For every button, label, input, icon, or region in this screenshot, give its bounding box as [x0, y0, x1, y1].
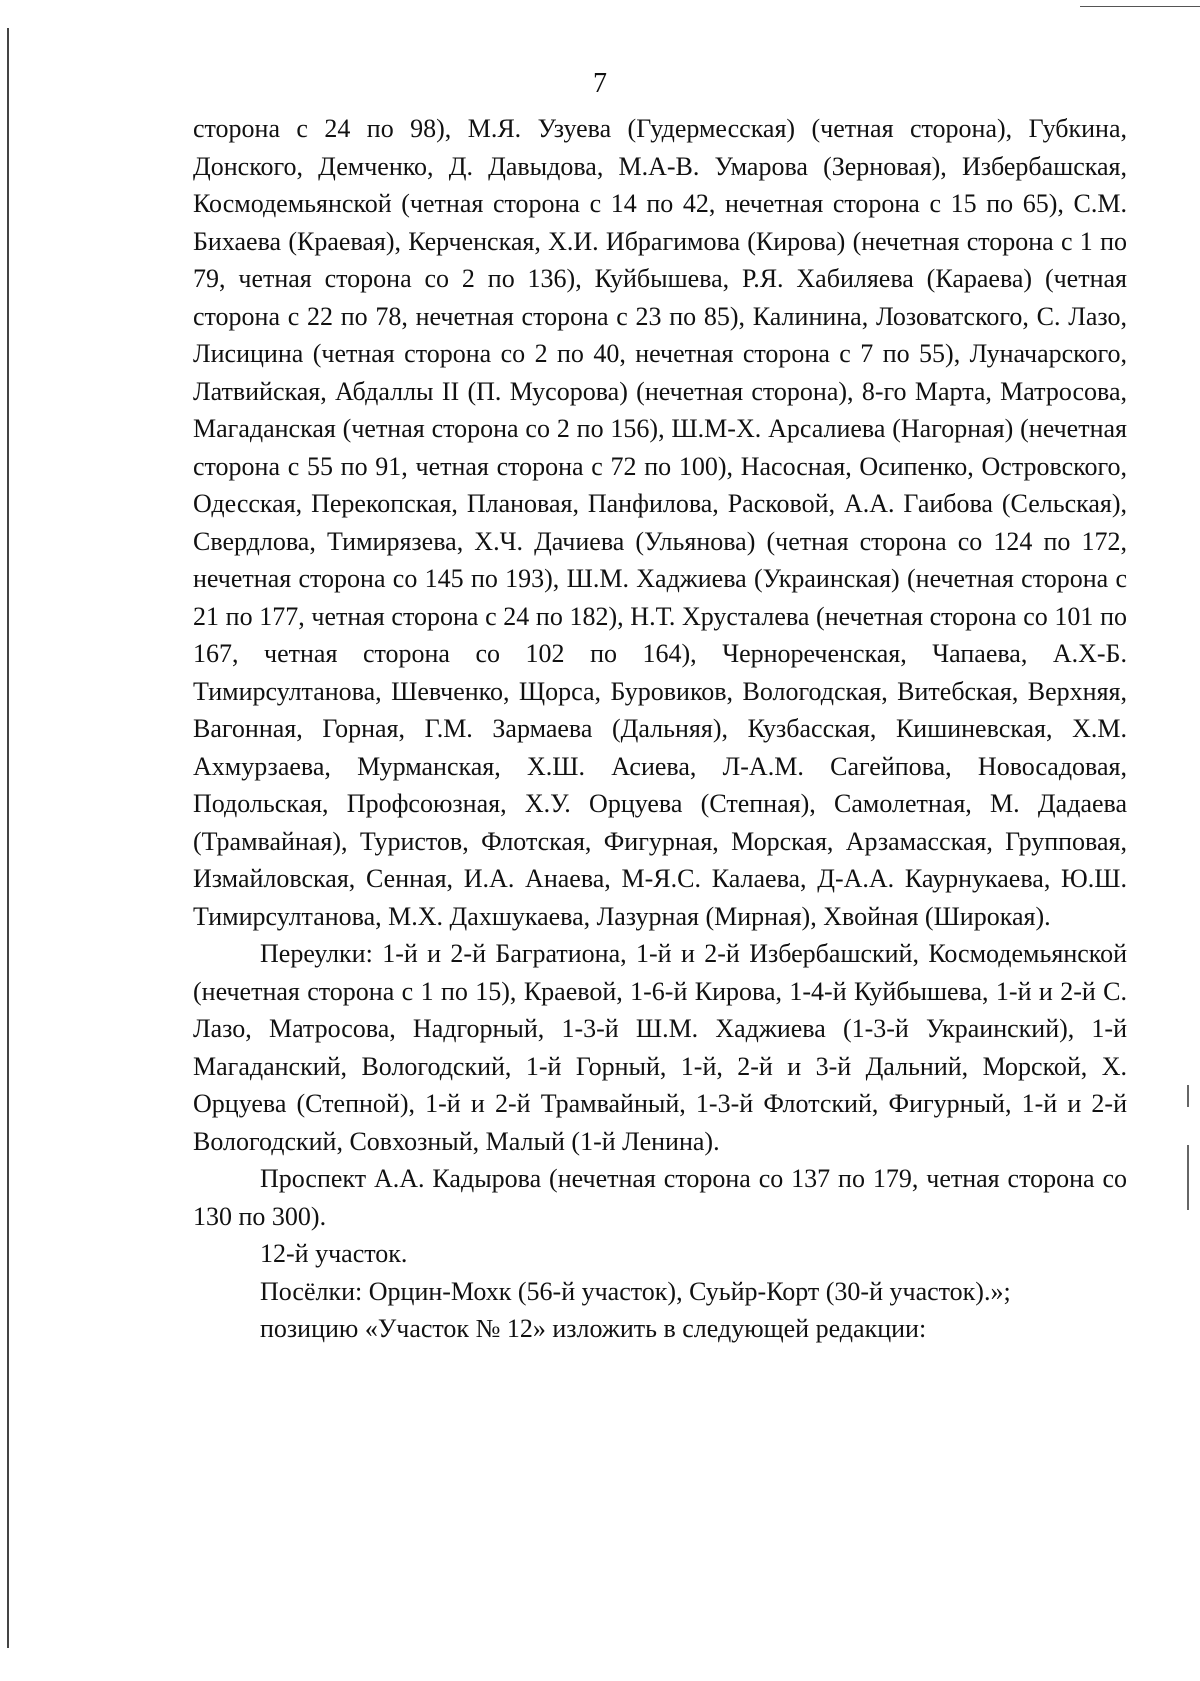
- paragraph-settlements: Посёлки: Орцин-Мохк (56-й участок), Суьйр-Корт (30-й участок).»;: [260, 1276, 1011, 1306]
- page-number: 7: [593, 68, 607, 99]
- document-body: [193, 110, 1127, 1348]
- paragraph-lanes: Переулки: 1-й и 2-й Багратиона, 1-й и 2-й Избербашский, Космодемьянской (нечетная сторона с 1 по 15), Краевой, 1-6-й Кирова, 1-4-й Куйбышева, 1-й и 2-й С. Лазо, Матросова, Надгорный, 1-3-й Ш.М. Хаджиева (1-3-й Украинский), 1-й Магаданский, Вологодский, 1-й Горный, 1-й, 2-й и 3-й Дальний, Морской, Х. Орцуева (Степной), 1-й и 2-й Трамвайный, 1-3-й Флотский, Фигурный, 1-й и 2-й Вологодский, Совхозный, Малый (1-й Ленина).: [193, 939, 1127, 1156]
- paragraph-avenue: Проспект А.А. Кадырова (нечетная сторона со 137 по 179, четная сторона со 130 по 300).: [193, 1164, 1127, 1231]
- scan-edge-left: [7, 28, 9, 1648]
- paragraph-district-heading: 12-й участок.: [260, 1239, 408, 1268]
- paragraph-instruction: позицию «Участок № 12» изложить в следующей редакции:: [260, 1314, 927, 1343]
- scan-mark-right: [1187, 1145, 1189, 1210]
- scan-mark-right: [1187, 1085, 1189, 1107]
- scan-edge-top: [1080, 6, 1200, 7]
- paragraph-streets: сторона с 24 по 98), М.Я. Узуева (Гудермесская) (четная сторона), Губкина, Донского, Демченко, Д. Давыдова, М.А-В. Умарова (Зерновая), Избербашская, Космодемьянской (четная сторона с 14 по 42, нечетная сторона с 15 по 65), С.М. Бихаева (Краевая), Керченская, Х.И. Ибрагимова (Кирова) (нечетная сторона с 1 по 79, четная сторона со 2 по 136), Куйбышева, Р.Я. Хабиляева (Караева) (четная сторона с 22 по 78, нечетная сторона с 23 по 85), Калинина, Лозоватского, С. Лазо, Лисицина (четная сторона со 2 по 40, нечетная сторона с 7 по 55), Луначарского, Латвийская, Абдаллы II (П. Мусорова) (нечетная сторона), 8-го Марта, Матросова, Магаданская (четная сторона со 2 по 156), Ш.М-Х. Арсалиева (Нагорная) (нечетная сторона с 55 по 91, четная сторона с 72 по 100), Насосная, Осипенко, Островского, Одесская, Перекопская, Плановая, Панфилова, Расковой, А.А. Гаибова (Сельская), Свердлова, Тимирязева, Х.Ч. Дачиева (Ульянова) (четная сторона со 124 по 172, нечетная сторона со 145 по 193), Ш.М. Хаджиева (Украинская) (нечетная сторона с 21 по 177, четная сторона с 24 по 182), Н.Т. Хрусталева (нечетная сторона со 101 по 167, четная сторона со 102 по 164), Чернореченская, Чапаева, А.Х-Б. Тимирсултанова, Шевченко, Щорса, Буровиков, Вологодская, Витебская, Верхняя, Вагонная, Горная, Г.М. Зармаева (Дальняя), Кузбасская, Кишиневская, Х.М. Ахмурзаева, Мурманская, Х.Ш. Асиева, Л-А.М. Сагейпова, Новосадовая, Подольская, Профсоюзная, Х.У. Орцуева (Степная), Самолетная, М. Дадаева (Трамвайная), Туристов, Флотская, Фигурная, Морская, Арзамасская, Групповая, Измайловская, Сенная, И.А. Анаева, М-Я.С. Калаева, Д-А.А. Каурнукаева, Ю.Ш. Тимирсултанова, М.Х. Дахшукаева, Лазурная (Мирная), Хвойная (Широкая).: [193, 114, 1127, 931]
